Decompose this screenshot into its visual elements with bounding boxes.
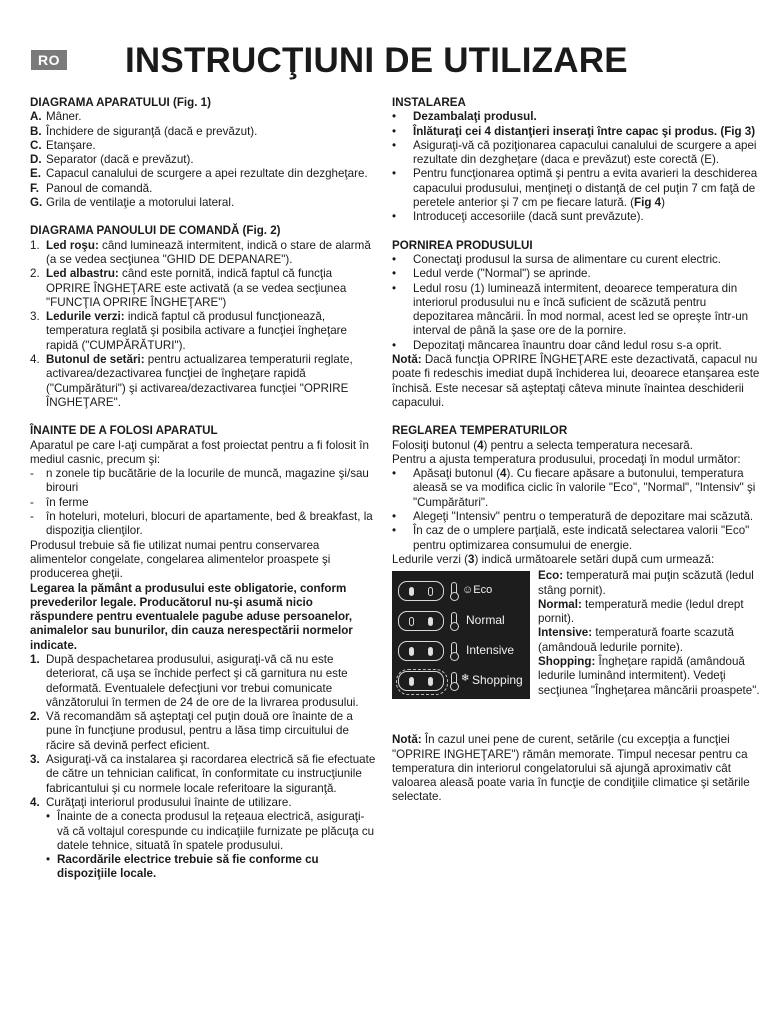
grounding-warning: Legarea la pământ a produsului este obligatorie, conform prevederilor legale. Producătorul nu-şi asumă nicio răspundere pentru eventualele pagube aduse persoanelor, animalelor sau bunurilor, din cauza nerespectării normelor indicate.	[30, 581, 353, 652]
list-item: 3. Ledurile verzi: indică faptul că produsul funcţionează, temperatura reglată şi posibila activare a funcţiei îngheţare rapidă ("CUMPĂRĂTURI").	[30, 310, 347, 352]
list-item: A. Mâner.	[30, 110, 82, 124]
list-item: • Alegeţi "Intensiv" pentru o temperatură de depozitare mai scăzută.	[392, 510, 754, 524]
startup-heading: PORNIREA PRODUSULUI	[392, 238, 533, 252]
setup-steps-list	[30, 653, 376, 882]
control-panel-figure	[392, 569, 768, 737]
list-item: • Înainte de a conecta produsul la reţeaua electrică, asiguraţi-vă că voltajul corespunde cu indicaţiile furnizate pe plăcuţa cu datele tehnice, situată în spatele produsului.	[46, 810, 375, 852]
panel-row-intensive	[398, 641, 528, 663]
appliance-diagram-list	[30, 110, 376, 210]
list-item: • Racordările electrice trebuie să fie conforme cu dispoziţiile locale.	[46, 853, 319, 881]
led-pill	[398, 671, 444, 691]
temperature-list	[392, 467, 768, 553]
led-right	[428, 677, 433, 686]
thermometer-icon	[451, 582, 457, 598]
mode-intensive: Intensive: temperatură foarte scazută (amândouă ledurile pornite).	[538, 626, 734, 654]
list-item: D. Separator (dacă e prevăzut).	[30, 153, 194, 167]
control-panel-list	[30, 239, 376, 411]
green-leds-text: Ledurile verzi (3) indică următoarele setări după cum urmează:	[392, 552, 715, 566]
mode-shopping: Shopping: Îngheţare rapidă (amândouă ledurile luminând intermitent). Vedeţi secţiunea "Îngheţarea mâncării proaspete".	[538, 654, 760, 697]
list-item: - în ferme	[30, 495, 89, 509]
right-column	[392, 96, 768, 805]
list-item: C. Etanşare.	[30, 138, 96, 152]
list-item: E. Capacul canalului de scurgere a apei rezultate din dezgheţare.	[30, 167, 368, 181]
snowflake-icon: ❄	[461, 673, 470, 685]
list-item: - n zonele tip bucătărie de la locurile de muncă, magazine şi/sau birouri	[30, 467, 369, 495]
list-item: • În caz de o umplere parţială, este indicată selectarea valorii "Eco" pentru optimizarea consumului de energie.	[392, 524, 750, 552]
list-item: • Pentru funcţionarea optimă şi pentru a evita avarieri la deschiderea capacului produsului, menţineţi o distanţă de cel puţin 7 cm faţă de peretele anterior şi 7 cm pe fiecare latură. (Fig 4)	[392, 167, 758, 210]
thermometer-icon	[451, 642, 457, 658]
led-pill	[398, 581, 444, 601]
mode-eco: Eco: temperatură mai puţin scăzută (ledul stâng pornit).	[538, 569, 754, 597]
control-panel-image	[392, 571, 530, 699]
list-item: - în hoteluri, moteluri, blocuri de apartamente, bed & breakfast, la dispoziţia clienţilor.	[30, 510, 373, 538]
temperature-intro: Folosiţi butonul (4) pentru a selecta temperatura necesară.	[392, 438, 693, 452]
eco-label: ☺Eco	[462, 584, 493, 597]
list-item: 4. Curăţaţi interiorul produsului înainte de utilizare.	[30, 795, 292, 809]
temperature-heading: REGLAREA TEMPERATURILOR	[392, 424, 568, 438]
mode-normal: Normal: temperatură medie (ledul drept pornit).	[538, 597, 744, 626]
startup-note: Notă: Dacă funcţia OPRIRE ÎNGHEŢARE este dezactivată, capacul nu poate fi redeschis imediat după închiderea lui, deoarece etanşarea este închisă. Este necesar să aşteptaţi câteva minute înaintea deschiderii capacului.	[392, 353, 760, 409]
led-right	[428, 587, 433, 596]
led-left	[409, 587, 414, 596]
list-item: 2. Led albastru: când este pornită, indică faptul că funcţia OPRIRE ÎNGHEŢARE este activată (a se vedea secţiunea "FUNCŢIA OPRIRE ÎNGHEŢARE")	[30, 267, 347, 309]
panel-row-normal	[398, 611, 528, 633]
thermometer-icon	[451, 612, 457, 628]
before-use-heading: ÎNAINTE DE A FOLOSI APARATUL	[30, 424, 218, 438]
list-item: • Ledul rosu (1) luminează intermitent, deoarece temperatura din interiorul produsului nu e încă suficient de scăzută pentru depozitarea mâncării. În mod normal, acest led se opreşte într-un interval de până la şase ore de la pornire.	[392, 281, 749, 338]
usage-locations-list	[30, 467, 376, 538]
intensive-label: Intensive	[466, 643, 515, 658]
led-right	[428, 647, 433, 656]
list-item: 3. Asiguraţi-vă ca instalarea şi racordarea electrică să fie efectuate de către un tehnician calificat, în conformitate cu instrucţiunile fabricantului şi cu normele locale referitoare la siguranţă.	[30, 753, 376, 795]
panel-row-eco	[398, 581, 528, 603]
list-item: • Apăsaţi butonul (4). Cu fiecare apăsare a butonului, temperatura aleasă se va modifica ciclic în valorile "Eco", "Normal", "Intensiv" şi "Cumpărături".	[392, 467, 756, 509]
modes-description	[538, 569, 768, 698]
led-left	[409, 647, 414, 656]
list-item: • Introduceţi accesoriile (dacă sunt prevăzute).	[392, 210, 644, 224]
list-item: F. Panoul de comandă.	[30, 181, 153, 195]
installation-heading: INSTALAREA	[392, 96, 466, 109]
temperature-intro-2: Pentru a ajusta temperatura produsului, procedaţi în modul următor:	[392, 452, 741, 466]
led-left	[409, 617, 414, 626]
list-item: • Ledul verde ("Normal") se aprinde.	[392, 267, 591, 281]
panel-row-shopping	[398, 671, 528, 693]
list-item: 1. Led roşu: când luminează intermitent, indică o stare de alarmă (a se vedea secţiunea "GHID DE DEPANARE").	[30, 238, 371, 266]
power-failure-note: Notă: În cazul unei pene de curent, setările (cu excepţia a funcţiei "OPRIRE INGHEŢARE") rămân memorate. Timpul necesar pentru ca temperatura din interiorul congelatorului să ajungă aproximativ cât valoarea aleasă poate varia în funcţie de condiţiile climatice şi setările selectate.	[392, 733, 750, 804]
control-panel-heading: DIAGRAMA PANOULUI DE COMANDĂ (Fig. 2)	[30, 224, 281, 238]
installation-list	[392, 110, 768, 224]
list-item: G. Grila de ventilaţie a motorului lateral.	[30, 196, 235, 210]
list-item: • Conectaţi produsul la sursa de alimentare cu curent electric.	[392, 252, 722, 266]
shopping-label: Shopping	[472, 673, 523, 688]
led-left	[409, 677, 414, 686]
startup-list	[392, 253, 768, 353]
led-pill	[398, 611, 444, 631]
led-right	[428, 617, 433, 626]
normal-label: Normal	[466, 613, 505, 628]
list-item: 4. Butonul de setări: pentru actualizarea temperaturii reglate, activarea/dezactivarea funcţiei de îngheţare rapidă ("Cumpărături") şi activarea/dezactivarea funcţiei "OPRIRE ÎNGHEŢARE".	[30, 353, 353, 409]
appliance-diagram-heading: DIAGRAMA APARATULUI (Fig. 1)	[30, 96, 211, 109]
before-use-intro: Aparatul pe care l-aţi cumpărat a fost proiectat pentru a fi folosit în mediul casnic, precum şi:	[30, 438, 369, 466]
list-item: • Înlăturaţi cei 4 distanţieri inseraţi între capac şi produs. (Fig 3)	[392, 124, 756, 138]
list-item: • Asiguraţi-vă că poziţionarea capacului canalului de scurgere a apei rezultate din dezgheţare (daca e prevăzut) este corectă (E).	[392, 138, 757, 167]
usage-paragraph: Produsul trebuie să fie utilizat numai pentru conservarea alimentelor congelate, congelarea alimentelor proaspete şi producerea gheţii.	[30, 538, 331, 581]
language-badge: RO	[31, 50, 67, 70]
blink-rays-icon	[396, 669, 448, 695]
led-pill	[398, 641, 444, 661]
list-item: B. Închidere de siguranţă (dacă e prevăzut).	[30, 124, 258, 138]
list-item: • Depozitaţi mâncarea înauntru doar când ledul rosu s-a oprit.	[392, 338, 722, 352]
thermometer-icon	[451, 672, 457, 688]
left-column	[30, 96, 376, 882]
list-item: 2. Vă recomandăm să aşteptaţi cel puţin două ore înainte de a pune în funcţiune produsul, pentru a lăsa timp circuitului de răcire să devină perfect eficient.	[30, 710, 353, 752]
list-item: • Dezambalaţi produsul.	[392, 110, 537, 124]
page-title: INSTRUCŢIUNI DE UTILIZARE	[125, 41, 628, 80]
list-item: 1. După despachetarea produsului, asiguraţi-vă că nu este deteriorat, că uşa se închide perfect şi că garnitura nu este deformată. Eventualele defecţiuni vor trebui comunicate vânzătorului în termen de 24 de ore de la livrarea produsului.	[30, 652, 359, 709]
